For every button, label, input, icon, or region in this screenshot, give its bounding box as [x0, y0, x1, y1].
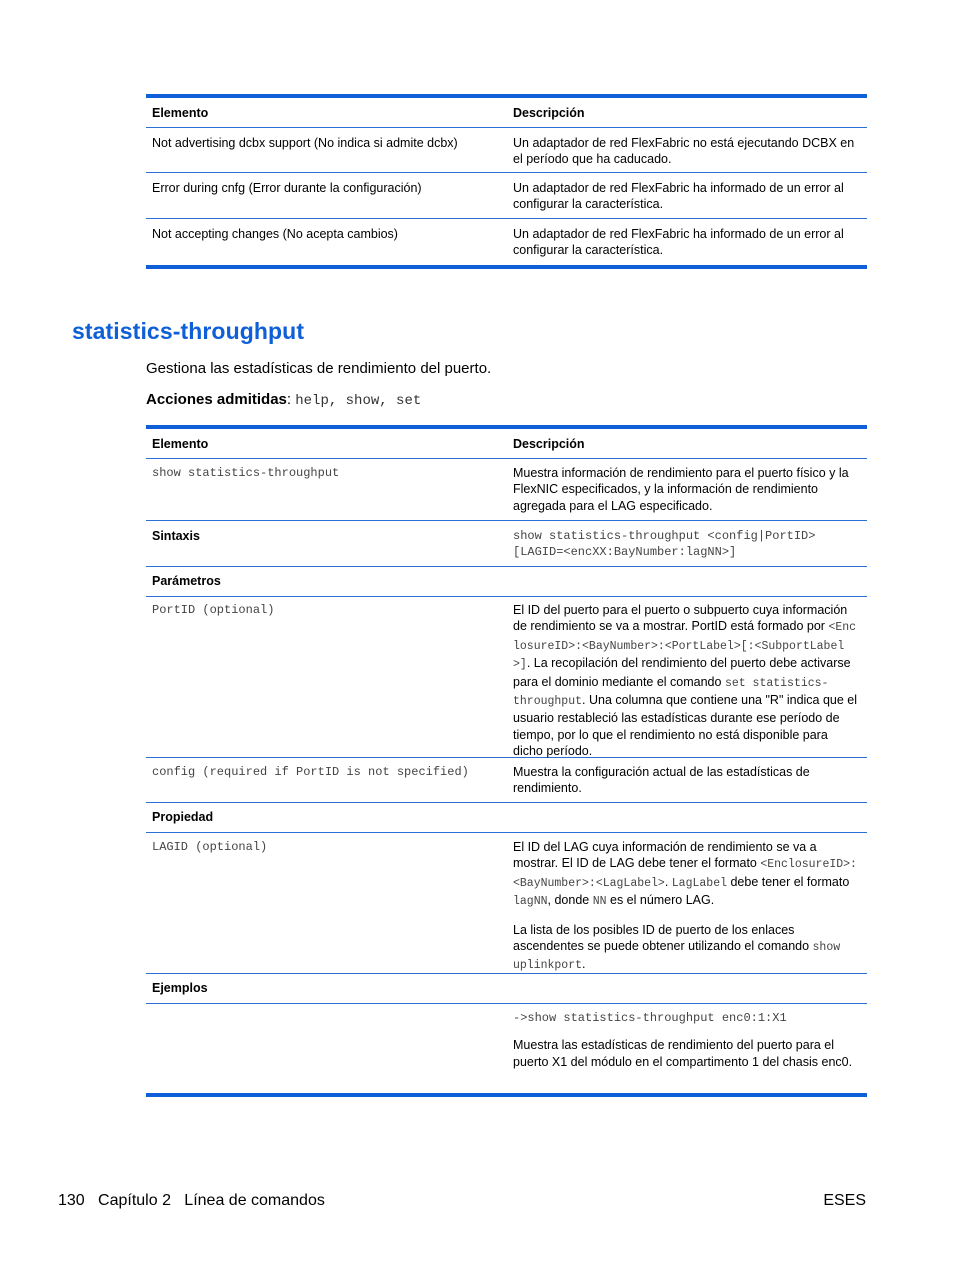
section-title: statistics-throughput — [72, 318, 305, 344]
cell-element: show statistics-throughput — [152, 466, 340, 480]
cell-description: Un adaptador de red FlexFabric ha informado de un error al configurar la característica. — [513, 227, 844, 258]
table-header — [146, 98, 867, 128]
cell-element: Not accepting changes (No acepta cambios) — [152, 227, 398, 241]
page-footer-right: ESES — [823, 1192, 866, 1209]
header-elemento: Elemento — [152, 436, 209, 451]
cell-description — [507, 839, 867, 973]
table-row — [146, 803, 867, 833]
actions-values: help, show, set — [295, 393, 422, 409]
cell-description: Un adaptador de red FlexFabric ha informado de un error al configurar la característica. — [513, 181, 844, 212]
table-row — [146, 128, 867, 173]
cell-element: LAGID (optional) — [152, 840, 268, 854]
header-elemento: Elemento — [152, 105, 209, 120]
header-descripcion: Descripción — [513, 436, 585, 451]
section-intro: Gestiona las estadísticas de rendimiento del puerto. — [146, 360, 492, 377]
table-row — [146, 459, 867, 521]
cell-element: Parámetros — [152, 574, 221, 588]
status-table — [146, 94, 867, 269]
table-row — [146, 974, 867, 1004]
table-row — [146, 758, 867, 803]
page-footer-left: 130 Capítulo 2 Línea de comandos — [58, 1192, 325, 1209]
cell-element: Ejemplos — [152, 981, 208, 995]
cell-element: Sintaxis — [152, 529, 200, 543]
cell-element: Propiedad — [152, 810, 214, 824]
table-row — [146, 1004, 867, 1093]
table-row — [146, 219, 867, 265]
paragraph: La lista de los posibles ID de puerto de los enlaces ascendentes se puede obtener utilizando el comando show uplinkport. — [513, 922, 841, 973]
supported-actions: Acciones admitidas: help, show, set — [146, 391, 422, 409]
cell-description — [507, 1010, 867, 1093]
table-row — [146, 567, 867, 597]
table-row — [146, 521, 867, 567]
cell-description: show statistics-throughput <config|PortID> [LAGID=<encXX:BayNumber:lagNN>] — [513, 529, 816, 560]
paragraph: El ID del LAG cuya información de rendimiento se va a mostrar. El ID de LAG debe tener el formato <EnclosureID>:<BayNumber>:<LagLabel>. LagLabel debe tener el formato lagNN, donde NN es el número LAG. — [513, 840, 857, 909]
cell-description: Un adaptador de red FlexFabric no está ejecutando DCBX en el período que ha caducado. — [513, 136, 855, 167]
cell-element: PortID (optional) — [152, 603, 275, 617]
cell-element: Not advertising dcbx support (No indica si admite dcbx) — [152, 136, 458, 150]
table-row — [146, 833, 867, 974]
header-descripcion: Descripción — [513, 105, 585, 120]
actions-label: Acciones admitidas — [146, 391, 287, 408]
cell-description: Muestra información de rendimiento para el puerto físico y la FlexNIC especificados, y la información de rendimiento agregada para el LAG especificado. — [513, 466, 849, 513]
table-row — [146, 173, 867, 219]
table-header — [146, 429, 867, 459]
command-table — [146, 425, 867, 1097]
example-description: Muestra las estadísticas de rendimiento del puerto para el puerto X1 del módulo en el compartimento 1 del chasis enc0. — [513, 1038, 853, 1069]
table-row — [146, 597, 867, 758]
example-command: ->show statistics-throughput enc0:1:X1 — [513, 1011, 787, 1025]
cell-element: Error during cnfg (Error durante la configuración) — [152, 181, 422, 195]
cell-description: El ID del puerto para el puerto o subpuerto cuya información de rendimiento se va a mostrar. PortID está formado por <EnclosureID>:<BayNumber>:<PortLabel>[:<SubportLabel>]. La recopilación del rendimiento del puerto debe activarse para el dominio mediante el comando set statistics-throughput. Una columna que contiene una "R" indica que el usuario restableció las estadísticas durante ese período de tiempo, por lo que el rendimiento no está disponible para dicho período. — [513, 603, 858, 759]
cell-description: Muestra la configuración actual de las estadísticas de rendimiento. — [513, 765, 810, 796]
cell-element: config (required if PortID is not specified) — [152, 765, 469, 779]
